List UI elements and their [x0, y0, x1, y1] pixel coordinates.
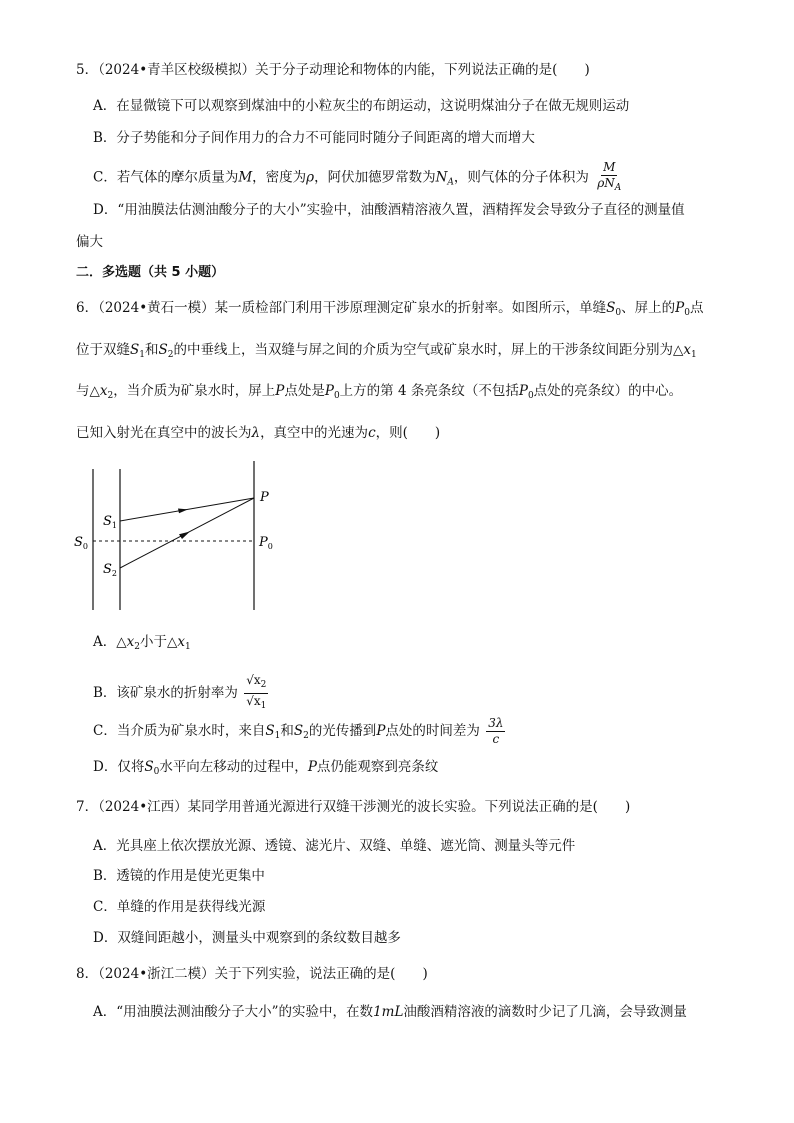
q5-option-b: B．分子势能和分子间作用力的合力不可能同时随分子间距离的增大而增大: [93, 130, 535, 146]
q5-option-d-cont: 偏大: [76, 234, 103, 250]
q5-option-d: D．“用油膜法估测油酸分子的大小”实验中，油酸酒精溶液久置，酒精挥发会导致分子直径的测量值: [93, 202, 685, 218]
q7-option-b: B．透镜的作用是使光更集中: [93, 868, 265, 884]
q6-option-a: A．$\triangle x_2$小于$\triangle x_1$: [93, 634, 191, 652]
q5-option-c: C．若气体的摩尔质量为M，密度为ρ，阿伏加德罗常数为$N_A$，则气体的分子体积为 $\frac{M}{\rho N_A}$: [93, 160, 623, 196]
q6-option-c: C．当介质为矿泉水时，来自$S_1$和$S_2$的光传播到P点处的时间差为 $\frac{3\lambda}{c}$: [93, 716, 504, 746]
q8-option-a: A．“用油膜法测油酸分子大小”的实验中，在数1mL油酸酒精溶液的滴数时少记了几滴，会导致测量: [93, 1004, 687, 1020]
q6-stem-line1: 6．（2024•黄石一模）某一质检部门利用干涉原理测定矿泉水的折射率。如图所示，单缝$S_0$、屏上的$P_0$点: [76, 300, 704, 318]
q7-option-a: A．光具座上依次摆放光源、透镜、滤光片、双缝、单缝、遮光筒、测量头等元件: [93, 838, 576, 854]
section-heading: 二．多选题（共 5 小题）: [76, 265, 225, 280]
label-s1: $S_1$: [103, 514, 117, 530]
q6-option-b: B．该矿泉水的折射率为 $\frac{√x_2}{√x_1}$: [93, 673, 268, 714]
q7-option-c: C．单缝的作用是获得线光源: [93, 899, 266, 915]
q6-stem-line2: 位于双缝$S_1$和$S_2$的中垂线上，当双缝与屏之间的介质为空气或矿泉水时，屏上的干涉条纹间距分别为$\triangle x_1$: [76, 342, 697, 360]
q6-option-d: D．仅将$S_0$水平向左移动的过程中，P点仍能观察到亮条纹: [93, 759, 439, 777]
double-slit-figure: [70, 455, 290, 620]
refractive-index-fraction: $\frac{√x_2}{√x_1}$: [246, 673, 267, 711]
q7-stem: 7．（2024•江西）某同学用普通光源进行双缝干涉测光的波长实验。下列说法正确的是( ): [76, 799, 631, 815]
label-p0: $P_0$: [259, 535, 273, 551]
arrow-s2-ray: [179, 532, 190, 540]
q5-stem: 5．（2024•青羊区校级模拟）关于分子动理论和物体的内能，下列说法正确的是( ): [76, 62, 590, 78]
time-difference-fraction: $\frac{3\lambda}{c}$: [488, 716, 504, 746]
q8-stem: 8．（2024•浙江二模）关于下列实验，说法正确的是( ): [76, 966, 428, 982]
q6-stem-line3: 与$\triangle x_2$，当介质为矿泉水时，屏上P点处是$P_0$上方的第 4 条亮条纹（不包括$P_0$点处的亮条纹）的中心。: [76, 383, 683, 401]
label-s0: $S_0$: [74, 535, 88, 551]
q6-stem-line4: 已知入射光在真空中的波长为λ，真空中的光速为c，则( ): [76, 425, 441, 441]
label-s2: $S_2$: [103, 562, 117, 578]
molecular-volume-fraction: $\frac{M}{\rho N_A}$: [597, 160, 622, 193]
label-p: P: [260, 490, 269, 505]
q7-option-d: D．双缝间距越小，测量头中观察到的条纹数目越多: [93, 930, 401, 946]
q5-option-a: A．在显微镜下可以观察到煤油中的小粒灰尘的布朗运动，这说明煤油分子在做无规则运动: [93, 98, 630, 114]
